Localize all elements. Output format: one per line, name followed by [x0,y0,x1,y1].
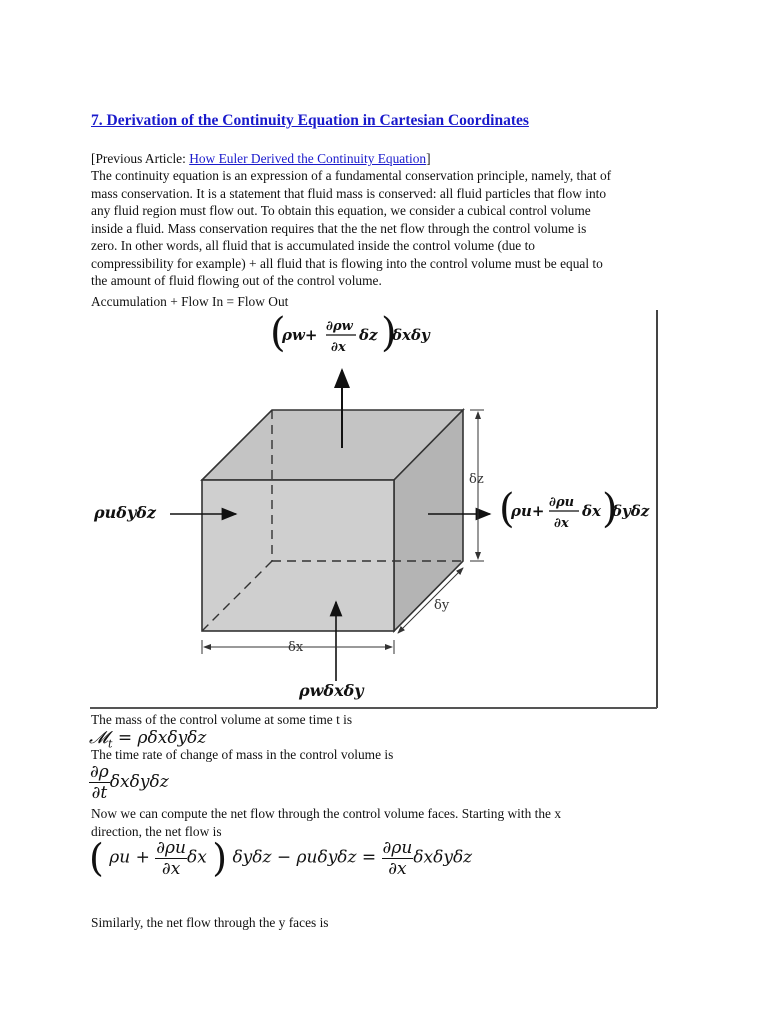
paragraph-line: inside a fluid. Mass conservation requires that the the net flow through the control volume is [91,220,587,236]
top-paren-open: ( [270,310,286,356]
paragraph-line: The continuity equation is an expression of a fundamental conservation principle, namely, that of [91,168,612,183]
top-den: ∂x [331,340,346,355]
previous-article-line [91,150,691,168]
netflow-rhs-num: ∂ρu [382,837,413,858]
paragraph-line: the amount of fluid flowing out of the control volume. [91,273,382,288]
paragraph-line: zero. In other words, all fluid that is accumulated inside the control volume (due to [91,238,535,253]
dim-z-label: δz [469,472,484,487]
mass-eq-sub: t [108,737,113,751]
similarly-text: Similarly, the net flow through the y faces is [91,915,329,930]
dim-y-label: δy [434,598,450,613]
control-volume-figure [86,308,662,712]
netflow-paren-close: ) [212,836,228,880]
rate-fraction [89,762,110,803]
netflow-lhs-term: ρu + [109,847,156,868]
bottom-label: ρwδxδy [299,681,364,700]
previous-prefix: [Previous Article: [91,151,190,166]
right-term: ρu+ [511,502,545,520]
mass-eq-lhs: 𝓜 [89,728,109,748]
right-paren-close: ) [602,486,618,532]
netflow-line: Now we can compute the net flow through the control volume faces. Starting with the x [91,806,562,821]
netflow-text [91,805,691,840]
mass-text: The mass of the control volume at some time t is [91,712,353,727]
paragraph-line: any fluid region must flow out. To obtain this equation, we consider a cubical control volume [91,203,591,218]
top-after: δz [359,326,378,344]
netflow-lhs-fraction [155,838,187,879]
netflow-lhs-den: ∂x [161,858,181,879]
right-tail: δyδz [612,502,650,520]
netflow-rhs-den: ∂x [388,858,407,879]
previous-suffix: ] [426,151,431,166]
top-term: ρw+ [282,326,318,344]
rate-num: ∂ρ [90,762,109,782]
rate-tail: δxδyδz [109,772,169,792]
paragraph-line: compressibility for example) + all fluid that is flowing into the control volume must be equal to [91,255,603,271]
netflow-mid: δyδz − ρuδyδz = [232,847,382,868]
netflow-rhs-fraction [382,838,414,879]
rate-text: The time rate of change of mass in the control volume is [91,747,394,762]
netflow-equation [89,836,472,880]
rate-den: ∂t [91,783,108,803]
paragraph-line: mass conservation. It is a statement that fluid mass is conserved: all fluid particles that flow into [91,185,607,201]
top-paren-close: ) [381,310,397,356]
intro-paragraph [91,167,691,290]
top-tail: δxδy [392,326,430,344]
dim-x-label: δx [288,640,304,655]
left-label: ρuδyδz [94,503,156,522]
top-num: ∂ρw [326,319,353,334]
accumulation-line: Accumulation + Flow In = Flow Out [91,294,289,309]
netflow-lhs-num: ∂ρu [156,837,186,858]
right-num: ∂ρu [549,495,575,510]
mass-eq-rhs: = ρδxδyδz [112,728,207,748]
previous-article-link[interactable]: How Euler Derived the Continuity Equation [189,151,427,166]
rate-equation [89,762,169,803]
netflow-paren-open: ( [89,836,104,880]
netflow-line: direction, the net flow is [91,823,222,839]
right-paren-open: ( [499,486,515,532]
right-den: ∂x [554,516,569,531]
netflow-rhs-tail: δxδyδz [413,847,473,868]
right-after: δx [582,502,601,520]
netflow-lhs-dx: δx [186,847,207,868]
article-title[interactable]: 7. Derivation of the Continuity Equation in Cartesian Coordinates [91,112,529,129]
cube-front-face [202,480,394,631]
